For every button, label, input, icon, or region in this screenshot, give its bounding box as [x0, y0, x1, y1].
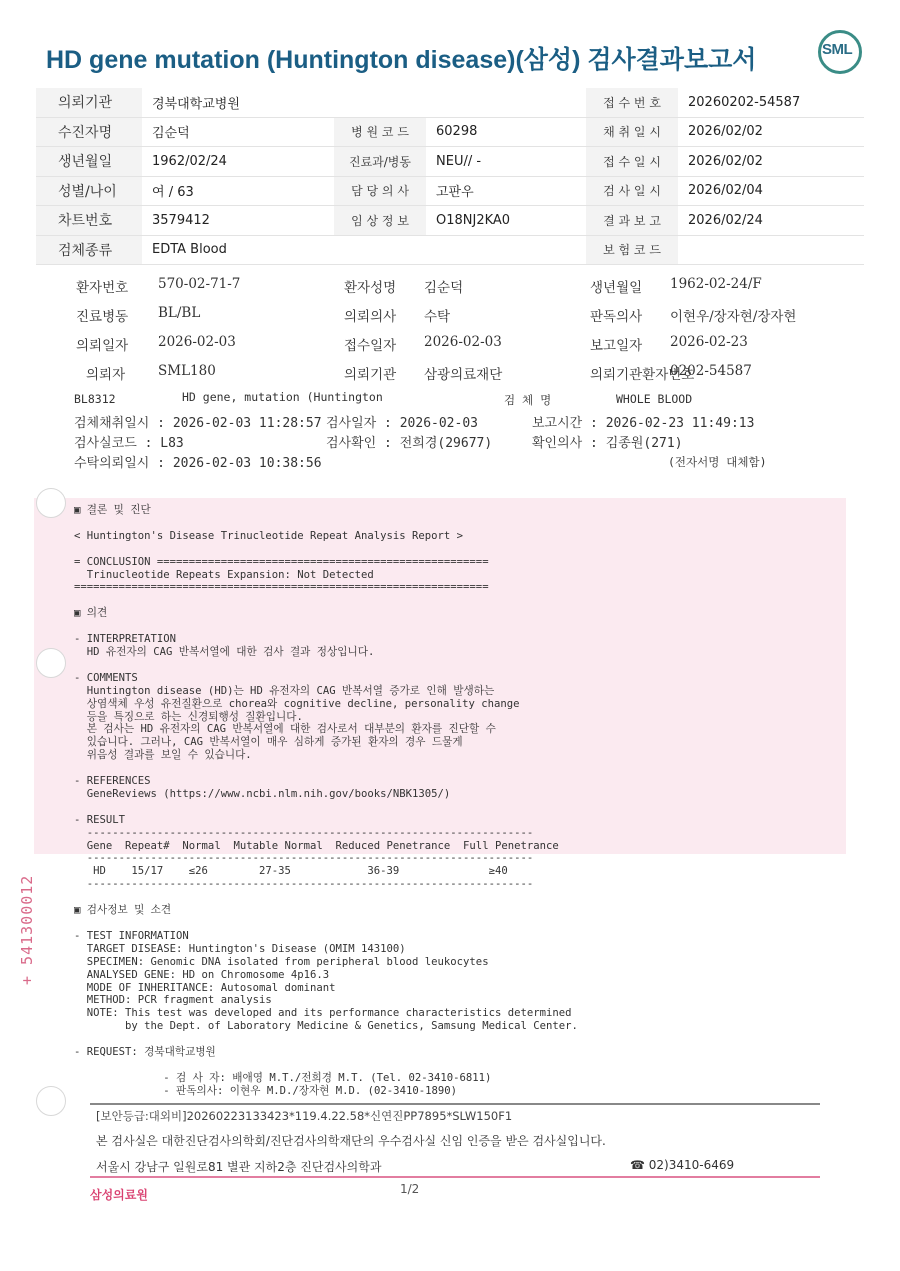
- info-row: [36, 117, 864, 147]
- patient-grid-row: [34, 363, 864, 383]
- info-label: 병 원 코 드: [334, 117, 426, 147]
- info-value: 여 / 63: [142, 176, 334, 206]
- grid-value: 이현우/장자현/장자현: [670, 309, 797, 325]
- info-value: 김순덕: [142, 117, 334, 147]
- info-value: 1962/02/24: [142, 147, 334, 177]
- security-line: [보안등급:대외비]20260223133423*119.4.22.58*신연진PP7895*SLW150F1: [96, 1109, 513, 1123]
- info-label: 임 상 정 보: [334, 206, 426, 236]
- grid-value: 김순덕: [424, 280, 464, 296]
- grid-value: 2026-02-03: [424, 334, 502, 350]
- info-value: 60298: [426, 117, 586, 147]
- info-label: 검 사 일 시: [586, 176, 678, 206]
- info-label: 성별/나이: [36, 176, 142, 206]
- grid-label: 의뢰기관환자번호: [590, 367, 695, 383]
- info-label: 접 수 번 호: [586, 88, 678, 117]
- grid-label: 환자성명: [344, 280, 397, 296]
- lab-phone: ☎ 02)3410-6469: [630, 1158, 735, 1172]
- report-title: HD gene mutation (Huntington disease)(삼성) 검사결과보고서: [46, 46, 757, 74]
- info-row: [36, 88, 864, 117]
- info-label: [334, 235, 426, 265]
- info-value: 2026/02/02: [678, 147, 864, 177]
- info-label: [334, 88, 426, 117]
- info-label: 진료과/병동: [334, 147, 426, 177]
- grid-value: 수탁: [424, 309, 451, 325]
- punch-hole: [36, 648, 66, 678]
- info-row: [36, 147, 864, 177]
- grid-value: SML180: [158, 363, 216, 379]
- info-label: 채 취 일 시: [586, 117, 678, 147]
- info-value: 20260202-54587: [678, 88, 864, 117]
- info-label: 수진자명: [36, 117, 142, 147]
- info-value: EDTA Blood: [142, 235, 334, 265]
- grid-value: 570-02-71-7: [158, 276, 241, 292]
- info-value: [678, 235, 864, 265]
- grid-value: 2026-02-23: [670, 334, 748, 350]
- grid-label: 의뢰기관: [344, 367, 397, 383]
- lab-address: 서울시 강남구 일원로81 별관 지하2층 진단검사의학과: [96, 1160, 382, 1174]
- info-value: [426, 235, 586, 265]
- hospital-name: 삼성의료원: [90, 1188, 148, 1202]
- punch-hole: [36, 1086, 66, 1116]
- info-value: 경북대학교병원: [142, 88, 334, 117]
- info-label: 차트번호: [36, 206, 142, 236]
- sml-logo: SML: [818, 30, 862, 74]
- patient-grid-row: [34, 334, 864, 354]
- patient-info-table: [36, 88, 864, 265]
- info-label: 검체종류: [36, 235, 142, 265]
- info-value: NEU// -: [426, 147, 586, 177]
- info-row: [36, 176, 864, 206]
- grid-label: 환자번호: [76, 280, 129, 296]
- grid-label: 생년월일: [590, 280, 643, 296]
- punch-hole: [36, 488, 66, 518]
- info-row: [36, 206, 864, 236]
- info-value: [426, 88, 586, 117]
- info-row: [36, 235, 864, 265]
- report-body: ▣ 결론 및 진단 < Huntington's Disease Trinucleotide Repeat Analysis Report > = CONCLUSION ==================================================== Trinucleotide Repeats Expansion: Not Detected ================================================================= ▣ 의견 - INTERPRETATION HD 유전자의 CAG 반복서열에 대한 검사 결과 정상입니다. - COMMENTS Huntington disease (HD)는 HD 유전자의 CAG 반복서열 증가로 인해 발생하는 상염색체 우성 유전질환으로 chorea와 cognitive decline, personality change 등을 특징으로 하는 신경퇴행성 질환입니다. 본 검사는 HD 유전자의 CAG 반복서열에 대한 검사로서 대부분의 환자를 진단할 수 있습니다. 그러나, CAG 반복서열이 매우 심하게 증가된 환자의 경우 드물게 위음성 결과를 보일 수 있습니다. - REFERENCES GeneReviews (https://www.ncbi.nlm.nih.gov/books/NBK1305/) - RESULT ---------------------------------------------------------------------- Gene Repeat# Normal Mutable Normal Reduced Penetrance Full Penetrance ---------------------------------------------------------------------- HD 15/17 ≤26 27-35 36-39 ≥40 ---------------------------------------------------------------------- ▣ 검사정보 및 소견 - TEST INFORMATION TARGET DISEASE: Huntington's Disease (OMIM 143100) SPECIMEN: Genomic DNA isolated from peripheral blood leukocytes ANALYSED GENE: HD on Chromosome 4p16.3 MODE OF INHERITANCE: Autosomal dominant METHOD: PCR fragment analysis NOTE: This test was developed and its performance characteristics determined by the Dept. of Laboratory Medicine & Genetics, Samsung Medical Center. - REQUEST: 경북대학교병원 - 검 사 자: 배애영 M.T./전희경 M.T. (Tel. 02-3410-6811) - 판독의사: 이현우 M.D./장자현 M.D. (02-3410-1890): [74, 504, 578, 1097]
- grid-value: BL/BL: [158, 305, 201, 321]
- info-value: 고판우: [426, 176, 586, 206]
- certification-text: 본 검사실은 대한진단검사의학회/진단검사의학재단의 우수검사실 신임 인증을 받은 검사실입니다.: [96, 1134, 606, 1148]
- grid-value: 2026-02-03: [158, 334, 236, 350]
- grid-label: 의뢰일자: [76, 338, 129, 354]
- info-value: 2026/02/02: [678, 117, 864, 147]
- info-label: 접 수 일 시: [586, 147, 678, 177]
- info-label: 결 과 보 고: [586, 206, 678, 236]
- grid-label: 의뢰의사: [344, 309, 397, 325]
- grid-label: 진료병동: [76, 309, 129, 325]
- info-value: 3579412: [142, 206, 334, 236]
- patient-grid-row: [34, 276, 864, 296]
- info-value: 2026/02/24: [678, 206, 864, 236]
- grid-label: 판독의사: [590, 309, 643, 325]
- info-label: 의뢰기관: [36, 88, 142, 117]
- grid-value: 0202-54587: [670, 363, 752, 379]
- pink-divider: [90, 1176, 820, 1178]
- grid-value: 1962-02-24/F: [670, 276, 762, 292]
- grid-label: 접수일자: [344, 338, 397, 354]
- info-label: 담 당 의 사: [334, 176, 426, 206]
- info-label: 생년월일: [36, 147, 142, 177]
- grid-label: 보고일자: [590, 338, 643, 354]
- info-label: 보 험 코 드: [586, 235, 678, 265]
- grid-value: 삼광의료재단: [424, 367, 503, 383]
- info-value: O18NJ2KA0: [426, 206, 586, 236]
- side-serial: + 541300012: [18, 874, 36, 985]
- info-value: 2026/02/04: [678, 176, 864, 206]
- page-number: 1/2: [400, 1182, 420, 1196]
- scanned-report: 환자번호 570-02-71-7 환자성명 김순덕 생년월일 1962-02-24/F 진료병동 BL/BL 의뢰의사 수탁 판독의사 이현우/장자현/장자현 의뢰일자 2026-02-03 접수일자 2026-02-03 보고일자 2026-02-23 의뢰자 SML180 의뢰기관 삼광의료재단 의뢰기관환자번호 0202-54587 BL8312 HD gene, mutation (Huntington 검 체 명 WHOLE BLOOD 검체채취일시 : 2026-02-03 11:28:57 검사일자 : 2026-02-03 보고시간 : 2026-02-23 11:49:13 검사실코드 : L83 검사확인 : 전희경(29677) 확인의사 : 김종원(271) 수탁의뢰일시 : 2026-02-03 10:38:56 (전자서명 대체함) ▣ 결론 및 진단 < Huntington's Disease Trinucleotide Repeat Analysis Report > = CONCLUSION ==================================================== Trinucleotide Repeats Expansion: Not Detected ================================================================= ▣ 의견 - INTERPRETATION HD 유전자의 CAG 반복서열에 대한 검사 결과 정상입니다. - COMMENTS Huntington disease (HD)는 HD 유전자의 CAG 반복서열 증가로 인해 발생하는 상염색체 우성 유전질환으로 chorea와 cognitive decline, personality change 등을 특징으로 하는 신경퇴행성 질환입니다. 본 검사는 HD 유전자의 CAG 반복서열에 대한 검사로서 대부분의 환자를 진단할 수 있습니다. 그러나, CAG 반복서열이 매우 심하게 증가된 환자의 경우 드물게 위음성 결과를 보일 수 있습니다. - REFERENCES GeneReviews (https://www.ncbi.nlm.nih.gov/books/NBK1305/) - RESULT ---------------------------------------------------------------------- Gene Repeat# Normal Mutable Normal Reduced Penetrance Full Penetrance ---------------------------------------------------------------------- HD 15/17 ≤26 27-35 36-39 ≥40 ---------------------------------------------------------------------- ▣ 검사정보 및 소견 - TEST INFORMATION TARGET DISEASE: Huntington's Disease (OMIM 143100) SPECIMEN: Genomic DNA isolated from peripheral blood leukocytes ANALYSED GENE: HD on Chromosome 4p16.3 MODE OF INHERITANCE: Autosomal dominant METHOD: PCR fragment analysis NOTE: This test was developed and its performance characteristics determined by the Dept. of Laboratory Medicine & Genetics, Samsung Medical Center. - REQUEST: 경북대학교병원 - 검 사 자: 배애영 M.T./전희경 M.T. (Tel. 02-3410-6811) - 판독의사: 이현우 M.D./장자현 M.D. (02-3410-1890): [34, 266, 864, 1196]
- divider: [90, 1103, 820, 1105]
- grid-label: 의뢰자: [86, 367, 126, 383]
- patient-grid-row: [34, 305, 864, 325]
